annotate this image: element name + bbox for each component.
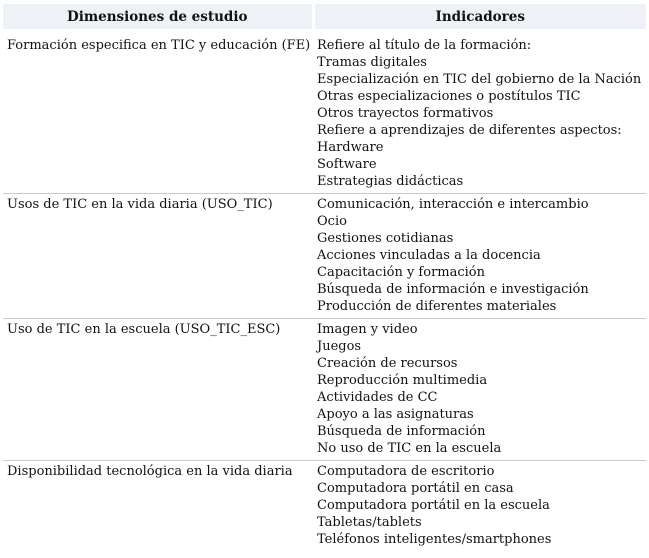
indicator-item: Acciones vinculadas a la docencia bbox=[317, 248, 541, 263]
indicator-item: Software bbox=[317, 157, 377, 172]
table-row bbox=[3, 319, 646, 461]
indicator-item: No uso de TIC en la escuela bbox=[317, 441, 502, 456]
indicator-item: Reproducción multimedia bbox=[317, 373, 488, 388]
indicator-item: Búsqueda de información bbox=[317, 424, 486, 439]
indicator-item: Teléfonos inteligentes/smartphones bbox=[317, 532, 552, 547]
dimension-cell: Uso de TIC en la escuela (USO_TIC_ESC) bbox=[3, 319, 313, 461]
table-header-row bbox=[3, 4, 646, 30]
indicator-item: Otras especializaciones o postítulos TIC bbox=[317, 89, 581, 104]
indicators-cell bbox=[313, 30, 646, 194]
indicator-item: Producción de diferentes materiales bbox=[317, 299, 557, 314]
indicator-item: Juegos bbox=[317, 339, 362, 354]
indicator-item: Tramas digitales bbox=[317, 55, 427, 70]
indicator-item: Computadora portátil en casa bbox=[317, 481, 514, 496]
indicator-item: Hardware bbox=[317, 140, 384, 155]
indicators-cell bbox=[313, 319, 646, 461]
indicator-item: Especialización en TIC del gobierno de la Nación bbox=[317, 72, 642, 87]
indicator-item: Búsqueda de información e investigación bbox=[317, 282, 589, 297]
indicator-item: Computadora portátil en la escuela bbox=[317, 498, 550, 513]
dimension-cell: Usos de TIC en la vida diaria (USO_TIC) bbox=[3, 194, 313, 319]
indicators-cell bbox=[313, 461, 646, 552]
dimension-cell: Formación especifica en TIC y educación (FE) bbox=[7, 38, 311, 53]
table-row bbox=[3, 461, 646, 552]
indicator-item: Refiere a aprendizajes de diferentes aspectos: bbox=[317, 123, 622, 138]
dimension-cell: Disponibilidad tecnológica en la vida diaria bbox=[3, 461, 313, 552]
indicator-item: Gestiones cotidianas bbox=[317, 231, 454, 246]
table-row bbox=[3, 30, 646, 194]
indicator-item: Otros trayectos formativos bbox=[317, 106, 494, 121]
table-row bbox=[3, 194, 646, 319]
indicator-item: Creación de recursos bbox=[317, 356, 458, 371]
indicator-item: Refiere al título de la formación: bbox=[317, 38, 532, 53]
indicator-item: Capacitación y formación bbox=[317, 265, 485, 280]
indicator-item: Actividades de CC bbox=[317, 390, 438, 405]
indicator-item: Estrategias didácticas bbox=[317, 174, 464, 189]
indicator-item: Imagen y video bbox=[317, 322, 418, 337]
header-dimensions: Dimensiones de estudio bbox=[3, 4, 313, 30]
indicator-item: Comunicación, interacción e intercambio bbox=[317, 197, 589, 212]
header-indicators: Indicadores bbox=[313, 4, 646, 30]
study-dimensions-table bbox=[3, 4, 646, 551]
indicator-item: Apoyo a las asignaturas bbox=[317, 407, 474, 422]
indicator-item: Computadora de escritorio bbox=[317, 464, 495, 479]
indicator-item: Ocio bbox=[317, 214, 347, 229]
indicator-item: Tabletas/tablets bbox=[317, 515, 422, 530]
indicators-cell bbox=[313, 194, 646, 319]
